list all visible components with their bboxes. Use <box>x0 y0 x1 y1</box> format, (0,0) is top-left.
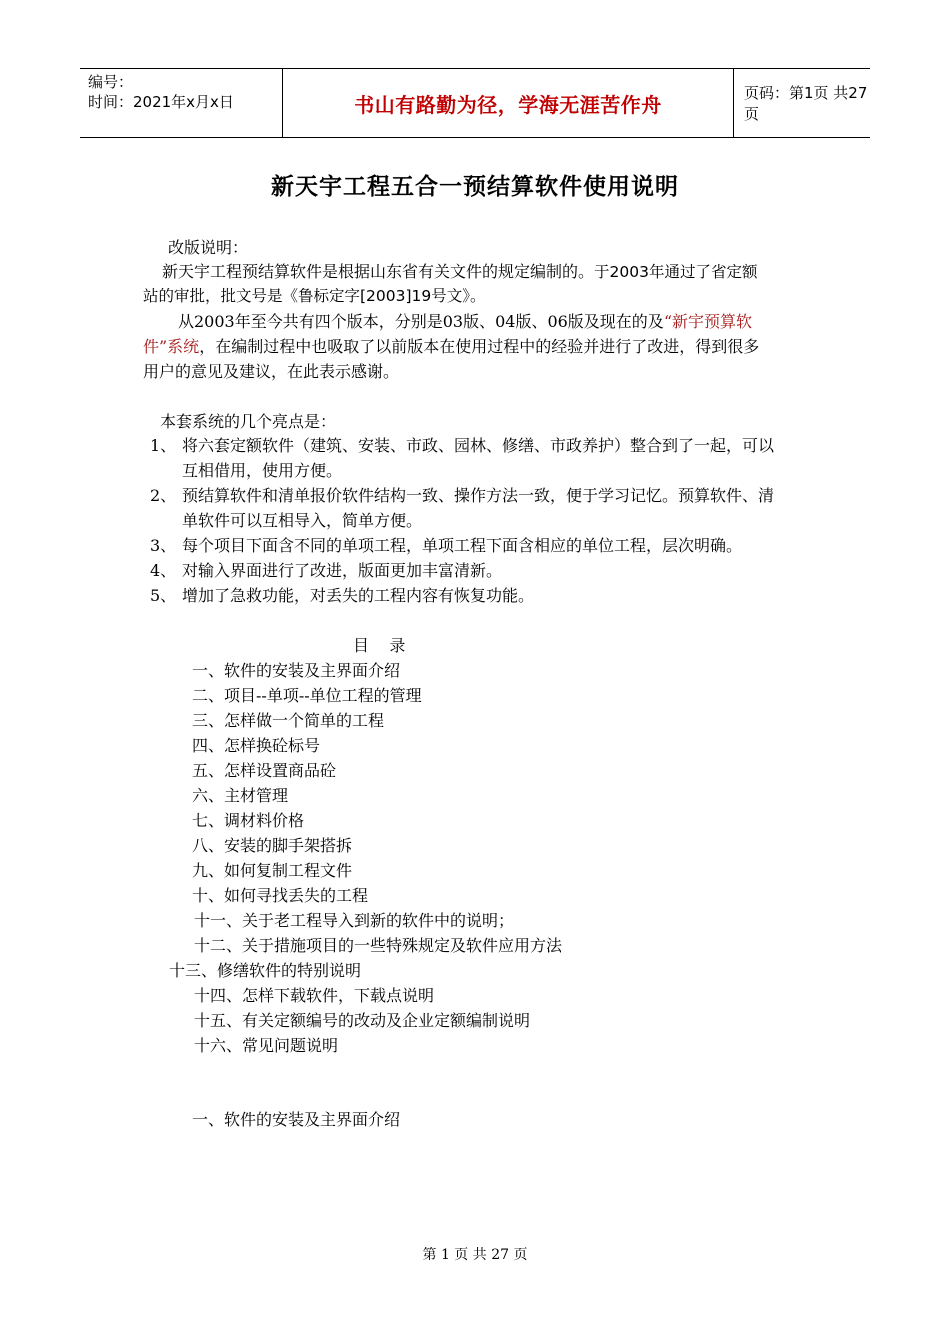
header-time-label: 时间：2021年x月x日 <box>88 93 234 111</box>
header-number-label: 编号： <box>88 73 134 91</box>
revision-line-2: 站的审批，批文号是《鲁标定字[2003]19号文》。 <box>143 287 486 305</box>
highlight-4-line-1: 对输入界面进行了改进，版面更加丰富清新。 <box>182 561 503 580</box>
revision-line-5: 用户的意见及建议，在此表示感谢。 <box>143 362 400 381</box>
toc-item-6[interactable]: 六、主材管理 <box>192 786 289 805</box>
toc-item-1[interactable]: 一、软件的安装及主界面介绍 <box>192 661 401 680</box>
highlight-num-4: 4、 <box>150 561 177 580</box>
toc-item-11[interactable]: 十一、关于老工程导入到新的软件中的说明； <box>194 911 515 930</box>
revision-line-4b: ，在编制过程中也吸取了以前版本在使用过程中的经验并进行了改进，得到很多 <box>199 337 760 356</box>
toc-item-7[interactable]: 七、调材料价格 <box>192 811 305 830</box>
header-motto-cell <box>282 69 734 137</box>
highlight-num-1: 1、 <box>150 436 177 455</box>
toc-item-5[interactable]: 五、怎样设置商品砼 <box>192 761 337 780</box>
toc-item-8[interactable]: 八、安装的脚手架搭拆 <box>192 836 353 855</box>
toc-item-13[interactable]: 十三、修缮软件的特别说明 <box>169 961 362 980</box>
highlight-2-line-1: 预结算软件和清单报价软件结构一致、操作方法一致，便于学习记忆。预算软件、清 <box>182 486 775 505</box>
revision-line-1b: 于2003年通过了省定额 <box>594 263 758 281</box>
toc-item-2[interactable]: 二、项目--单项--单位工程的管理 <box>192 686 422 705</box>
page-footer: 第 1 页 共 27 页 <box>422 1247 528 1263</box>
toc-item-16[interactable]: 十六、常见问题说明 <box>194 1036 339 1055</box>
highlight-3-line-1: 每个项目下面含不同的单项工程，单项工程下面含相应的单位工程，层次明确。 <box>182 536 743 555</box>
highlight-2-line-2: 单软件可以互相导入，简单方便。 <box>182 511 423 530</box>
revision-line-1 <box>162 259 757 285</box>
highlight-num-3: 3、 <box>150 536 177 555</box>
toc-item-10[interactable]: 十、如何寻找丢失的工程 <box>192 886 369 905</box>
revision-line-3a: 从2003年至今共有四个版本，分别是03版、04版、06版及现在的及 <box>178 312 664 331</box>
highlights-intro: 本套系统的几个亮点是： <box>160 412 337 431</box>
header-motto: 书山有路勤为径，学海无涯苦作舟 <box>354 92 662 117</box>
toc-item-4[interactable]: 四、怎样换砼标号 <box>192 736 321 755</box>
toc-item-9[interactable]: 九、如何复制工程文件 <box>192 861 353 880</box>
software-name-part1: “新宇预算软 <box>663 312 752 331</box>
revision-line-4 <box>143 334 759 359</box>
toc-heading: 目 录 <box>353 636 406 655</box>
section-1-heading: 一、软件的安装及主界面介绍 <box>192 1110 401 1129</box>
header-page-info: 页码：第1页 共27页 <box>744 84 868 123</box>
highlight-1-line-2: 互相借用，使用方便。 <box>182 461 343 480</box>
highlight-num-5: 5、 <box>150 586 177 605</box>
toc-item-15[interactable]: 十五、有关定额编号的改动及企业定额编制说明 <box>194 1011 531 1030</box>
highlight-5-line-1: 增加了急救功能，对丢失的工程内容有恢复功能。 <box>182 586 535 605</box>
highlight-1-line-1: 将六套定额软件（建筑、安装、市政、园林、修缮、市政养护）整合到了一起，可以 <box>182 436 775 455</box>
revision-line-3 <box>178 309 752 334</box>
toc-item-3[interactable]: 三、怎样做一个简单的工程 <box>192 711 385 730</box>
software-name-part2: 件”系统 <box>143 337 200 356</box>
revision-line-1a: 新天宇工程预结算软件是根据山东省有关文件的规定编制的。 <box>162 262 595 281</box>
header-left-cell <box>80 69 282 137</box>
document-title: 新天宇工程五合一预结算软件使用说明 <box>271 174 679 200</box>
toc-item-14[interactable]: 十四、怎样下载软件，下载点说明 <box>194 986 435 1005</box>
toc-item-12[interactable]: 十二、关于措施项目的一些特殊规定及软件应用方法 <box>194 936 563 955</box>
revision-label: 改版说明： <box>168 238 249 257</box>
highlight-num-2: 2、 <box>150 486 177 505</box>
page-header <box>80 68 870 138</box>
